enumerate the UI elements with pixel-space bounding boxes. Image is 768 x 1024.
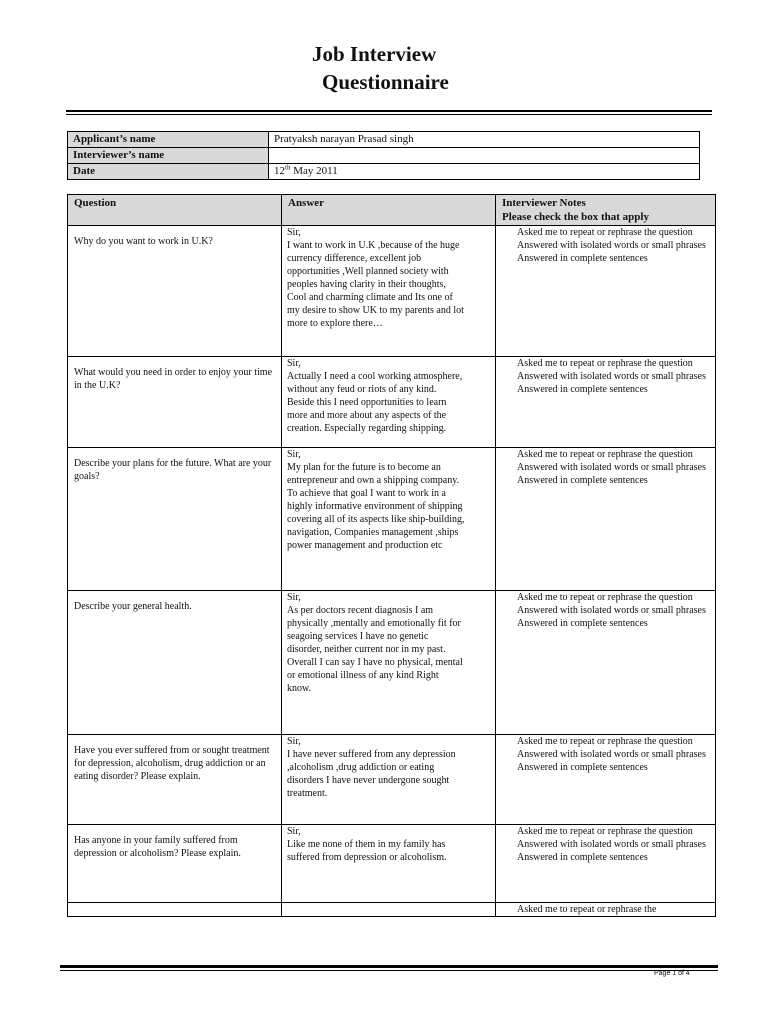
question-cell: Describe your general health. xyxy=(68,591,282,735)
header-rule xyxy=(66,110,712,115)
note-option[interactable]: Answered with isolated words or small phrases xyxy=(517,605,706,616)
note-option[interactable]: Answered with isolated words or small phrases xyxy=(517,749,706,760)
title-line-1: Job Interview xyxy=(312,42,437,66)
notes-cell xyxy=(496,735,716,825)
answer-line: my desire to show UK to my parents and lot xyxy=(287,305,464,316)
answer-line: Sir, xyxy=(287,227,301,238)
answer-line: Sir, xyxy=(287,826,301,837)
note-option[interactable]: Answered in complete sentences xyxy=(517,384,648,395)
answer-cell xyxy=(282,591,496,735)
answer-cell xyxy=(282,448,496,591)
answer-line: physically ,mentally and emotionally fit for xyxy=(287,618,461,629)
answer-line: My plan for the future is to become an xyxy=(287,462,441,473)
answer-line: Cool and charming climate and Its one of xyxy=(287,292,453,303)
table-row xyxy=(68,226,716,357)
note-option[interactable]: Answered with isolated words or small phrases xyxy=(517,839,706,850)
footer-rule xyxy=(60,965,718,971)
notes-header-line-2: Please check the box that apply xyxy=(502,211,649,223)
question-cell: Has anyone in your family suffered from depression or alcoholism? Please explain. xyxy=(68,825,282,903)
answer-line: covering all of its aspects like ship-building, xyxy=(287,514,465,525)
answer-line: Sir, xyxy=(287,449,301,460)
answer-line: navigation, Companies management ,ships xyxy=(287,527,459,538)
note-option[interactable]: Asked me to repeat or rephrase the xyxy=(517,904,657,915)
answer-line: currency difference, excellent job xyxy=(287,253,422,264)
answer-line: creation. Especially regarding shipping. xyxy=(287,423,447,434)
answer-line: Sir, xyxy=(287,358,301,369)
note-option[interactable]: Asked me to repeat or rephrase the question xyxy=(517,358,693,369)
answer-cell-empty xyxy=(282,903,496,917)
notes-cell xyxy=(496,591,716,735)
table-header-row xyxy=(68,195,716,226)
date-day: 12 xyxy=(274,165,285,177)
question-cell: Have you ever suffered from or sought treatment for depression, alcoholism, drug addiction or an eating disorder? Please explain. xyxy=(68,735,282,825)
applicant-info-table xyxy=(67,131,700,180)
note-option[interactable]: Answered in complete sentences xyxy=(517,618,648,629)
note-option[interactable]: Asked me to repeat or rephrase the question xyxy=(517,449,693,460)
answer-line: highly informative environment of shipping xyxy=(287,501,463,512)
date-row xyxy=(68,164,700,180)
note-option[interactable]: Answered in complete sentences xyxy=(517,253,648,264)
notes-column-header xyxy=(496,195,716,226)
answer-line: more to explore there… xyxy=(287,318,383,329)
note-option[interactable]: Answered with isolated words or small phrases xyxy=(517,240,706,251)
interviewer-label: Interviewer’s name xyxy=(68,148,269,164)
answer-line: Actually I need a cool working atmosphere, xyxy=(287,371,463,382)
question-cell: What would you need in order to enjoy your time in the U.K? xyxy=(68,357,282,448)
table-row xyxy=(68,448,716,591)
answer-line: disorder, neither current nor in my past. xyxy=(287,644,446,655)
answer-line: As per doctors recent diagnosis I am xyxy=(287,605,434,616)
table-row-partial xyxy=(68,903,716,917)
notes-cell-partial xyxy=(496,903,716,917)
answer-column-header: Answer xyxy=(282,195,496,226)
table-row xyxy=(68,591,716,735)
table-row xyxy=(68,735,716,825)
note-option[interactable]: Answered in complete sentences xyxy=(517,475,648,486)
note-option[interactable]: Answered with isolated words or small phrases xyxy=(517,462,706,473)
answer-line: Sir, xyxy=(287,592,301,603)
answer-line: entrepreneur and own a shipping company. xyxy=(287,475,460,486)
answer-line: To achieve that goal I want to work in a xyxy=(287,488,446,499)
date-value xyxy=(269,164,700,180)
answer-line: suffered from depression or alcoholism. xyxy=(287,852,447,863)
date-suffix: th xyxy=(285,163,291,172)
note-option[interactable]: Answered with isolated words or small phrases xyxy=(517,371,706,382)
answer-line: peoples having clarity in their thoughts, xyxy=(287,279,446,290)
question-cell: Describe your plans for the future. What are your goals? xyxy=(68,448,282,591)
interviewer-row xyxy=(68,148,700,164)
table-row xyxy=(68,357,716,448)
answer-line: opportunities ,Well planned society with xyxy=(287,266,449,277)
questionnaire-table xyxy=(67,194,716,917)
question-cell-empty xyxy=(68,903,282,917)
answer-line: ,alcoholism ,drug addiction or eating xyxy=(287,762,435,773)
note-option[interactable]: Answered in complete sentences xyxy=(517,762,648,773)
answer-line: treatment. xyxy=(287,788,328,799)
answer-line: more and more about any aspects of the xyxy=(287,410,447,421)
answer-line: Beside this I need opportunities to learn xyxy=(287,397,447,408)
answer-line: I want to work in U.K ,because of the huge xyxy=(287,240,460,251)
answer-cell xyxy=(282,735,496,825)
applicant-value: Pratyaksh narayan Prasad singh xyxy=(269,132,700,148)
note-option[interactable]: Asked me to repeat or rephrase the question xyxy=(517,227,693,238)
interviewer-value xyxy=(269,148,700,164)
notes-cell xyxy=(496,825,716,903)
answer-line: seagoing services I have no genetic xyxy=(287,631,429,642)
date-rest: May 2011 xyxy=(290,165,338,177)
note-option[interactable]: Asked me to repeat or rephrase the question xyxy=(517,826,693,837)
note-option[interactable]: Answered in complete sentences xyxy=(517,852,648,863)
answer-line: disorders I have never undergone sought xyxy=(287,775,450,786)
table-row xyxy=(68,825,716,903)
answer-line: I have never suffered from any depression xyxy=(287,749,456,760)
answer-line: Overall I can say I have no physical, mental xyxy=(287,657,463,668)
answer-line: without any feud or riots of any kind. xyxy=(287,384,437,395)
answer-line: know. xyxy=(287,683,312,694)
notes-cell xyxy=(496,357,716,448)
answer-line: Like me none of them in my family has xyxy=(287,839,446,850)
notes-cell xyxy=(496,448,716,591)
answer-line: or emotional illness of any kind Right xyxy=(287,670,439,681)
notes-cell xyxy=(496,226,716,357)
page-number: Page 1 of 4 xyxy=(654,970,690,977)
applicant-label: Applicant’s name xyxy=(68,132,269,148)
question-column-header: Question xyxy=(68,195,282,226)
note-option[interactable]: Asked me to repeat or rephrase the question xyxy=(517,736,693,747)
answer-cell xyxy=(282,226,496,357)
title-line-2: Questionnaire xyxy=(322,70,449,94)
note-option[interactable]: Asked me to repeat or rephrase the question xyxy=(517,592,693,603)
date-label: Date xyxy=(68,164,269,180)
answer-cell xyxy=(282,357,496,448)
applicant-row xyxy=(68,132,700,148)
answer-line: Sir, xyxy=(287,736,301,747)
notes-header-line-1: Interviewer Notes xyxy=(502,197,586,209)
answer-line: power management and production etc xyxy=(287,540,443,551)
answer-cell xyxy=(282,825,496,903)
question-cell: Why do you want to work in U.K? xyxy=(68,226,282,357)
